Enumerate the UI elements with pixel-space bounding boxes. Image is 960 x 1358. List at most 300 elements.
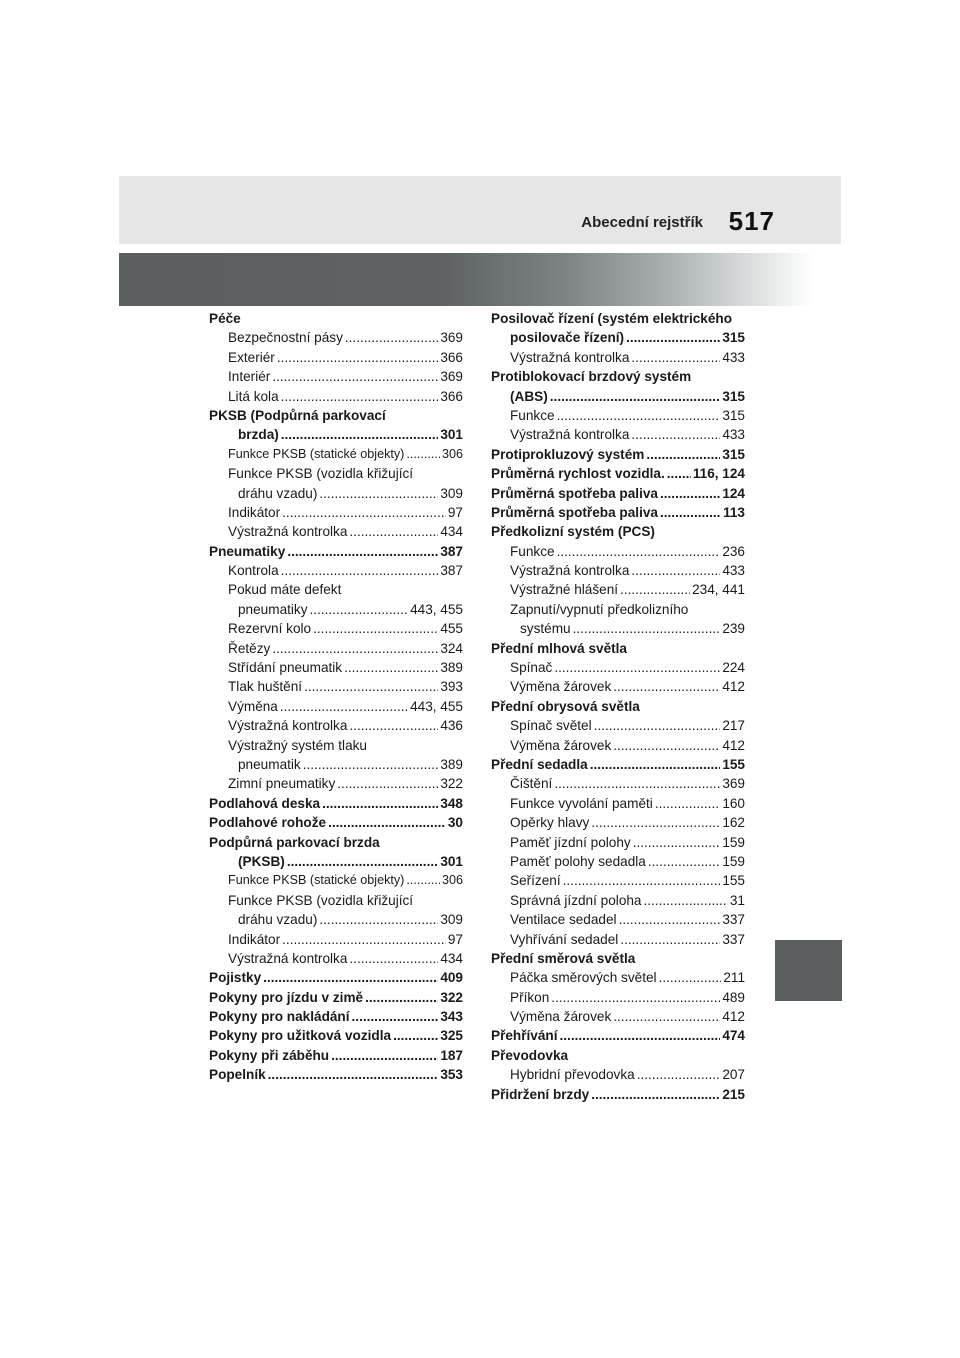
index-entry: [491, 1026, 745, 1045]
dot-leader: [659, 968, 722, 987]
page-reference: 489: [722, 989, 745, 1005]
index-entry: [491, 619, 745, 638]
index-term: Správná jízdní poloha: [510, 892, 642, 908]
index-entry: [209, 406, 463, 425]
index-term: Přední obrysová světla: [491, 698, 640, 714]
page-reference: 325: [440, 1028, 463, 1044]
index-entry: [209, 619, 463, 638]
dot-leader: [648, 852, 720, 871]
dot-leader: [280, 697, 408, 716]
page-reference: 239: [722, 621, 745, 637]
page-reference: 433: [722, 563, 745, 579]
index-term: Pokud máte defekt: [228, 582, 342, 598]
index-entry: [491, 522, 745, 541]
index-entry: [491, 716, 745, 735]
index-term: Podpůrná parkovací brzda: [209, 834, 380, 850]
index-term: Pokyny pro užitková vozidla: [209, 1028, 392, 1044]
page-reference: 97: [447, 504, 463, 520]
index-entry: [209, 1046, 463, 1065]
index-term: Funkce PKSB (statické objekty): [228, 873, 405, 888]
index-entry: [491, 910, 745, 929]
dot-leader: [633, 833, 721, 852]
index-term: Pokyny pro jízdu v zimě: [209, 989, 364, 1005]
page-reference: 322: [440, 989, 463, 1005]
index-term: Funkce PKSB (vozidla křižující: [228, 466, 414, 482]
page-reference: 315: [722, 407, 745, 423]
index-term: Vyhřívání sedadel: [510, 931, 619, 947]
index-entry: [491, 852, 745, 871]
dot-leader: [393, 1026, 438, 1045]
index-entry: [209, 1026, 463, 1045]
index-term: Podlahová deska: [209, 795, 321, 811]
page-reference: 301: [440, 853, 463, 869]
index-term: dráhu vzadu): [238, 485, 318, 501]
page-reference: 217: [722, 718, 745, 734]
index-entry: [491, 813, 745, 832]
page-reference: 97: [447, 931, 463, 947]
page-reference: 474: [722, 1028, 745, 1044]
page-reference: 366: [440, 388, 463, 404]
dot-leader: [550, 387, 721, 406]
index-entry: [491, 387, 745, 406]
index-term: pneumatik: [238, 756, 301, 772]
page-reference: 389: [440, 660, 463, 676]
index-term: Výměna žárovek: [510, 679, 612, 695]
index-entry: [491, 309, 745, 328]
page-reference: 162: [722, 815, 745, 831]
index-term: Výstražná kontrolka: [510, 563, 630, 579]
index-entry: [491, 949, 745, 968]
index-term: Výstražná kontrolka: [228, 524, 348, 540]
dot-leader: [573, 619, 721, 638]
index-term: Přední směrová světla: [491, 950, 636, 966]
index-entry: [491, 736, 745, 755]
index-entry: [209, 503, 463, 522]
index-term: Pojistky: [209, 970, 262, 986]
index-term: Pneumatiky: [209, 543, 286, 559]
index-entry: [491, 1085, 745, 1104]
index-term: Přidržení brzdy: [491, 1086, 590, 1102]
index-entry: [491, 348, 745, 367]
index-term: (ABS): [510, 388, 548, 404]
dot-leader: [303, 755, 439, 774]
dot-leader: [631, 348, 720, 367]
index-entry: [491, 445, 745, 464]
index-entry: [491, 833, 745, 852]
dot-leader: [660, 484, 720, 503]
page-reference: 387: [440, 563, 463, 579]
dot-leader: [365, 988, 438, 1007]
index-term: Paměť jízdní polohy: [510, 834, 631, 850]
index-entry: [209, 328, 463, 347]
page-reference: 234, 441: [692, 582, 745, 598]
page-number: 517: [728, 206, 775, 236]
index-term: Péče: [209, 311, 241, 326]
dot-leader: [272, 367, 438, 386]
index-entry: [209, 949, 463, 968]
index-term: Výměna: [228, 698, 278, 714]
index-term: Přední mlhová světla: [491, 640, 627, 656]
page-reference: 412: [722, 1009, 745, 1025]
dot-leader: [594, 716, 721, 735]
dot-leader: [619, 910, 721, 929]
index-entry: [491, 988, 745, 1007]
index-entry: [491, 425, 745, 444]
page-reference: 337: [722, 912, 745, 928]
page-reference: 211: [723, 970, 745, 986]
index-entry: [491, 1007, 745, 1026]
page-reference: 301: [440, 427, 463, 443]
index-entry: [209, 542, 463, 561]
index-entry: [209, 677, 463, 696]
page-reference: 389: [440, 756, 463, 772]
index-entry: [209, 774, 463, 793]
dot-leader: [620, 580, 690, 599]
page-reference: 412: [722, 679, 745, 695]
page-reference: 434: [440, 524, 463, 540]
dot-leader: [304, 677, 438, 696]
index-term: Seřízení: [510, 873, 561, 889]
index-entry: [209, 1007, 463, 1026]
index-term: Řetězy: [228, 640, 271, 656]
index-term: (PKSB): [238, 853, 285, 869]
page-reference: 369: [722, 776, 745, 792]
index-entry: [491, 1046, 745, 1065]
section-title: Abecední rejstřík: [581, 214, 703, 231]
dot-leader: [313, 619, 438, 638]
index-entry: [491, 600, 745, 619]
section-thumb-tab: [775, 940, 842, 1001]
dot-leader: [626, 328, 720, 347]
index-entry: [491, 677, 745, 696]
index-term: Výstražná kontrolka: [510, 349, 630, 365]
index-entry: [491, 891, 745, 910]
dot-leader: [310, 600, 409, 619]
index-entry: [209, 736, 463, 755]
dot-leader: [281, 561, 439, 580]
dot-leader: [631, 561, 720, 580]
dot-leader: [554, 658, 720, 677]
dot-leader: [557, 406, 721, 425]
dot-leader: [646, 445, 720, 464]
page-reference: 353: [440, 1067, 463, 1083]
index-term: posilovače řízení): [510, 330, 625, 346]
index-term: Předkolizní systém (PCS): [491, 524, 655, 540]
dot-leader: [331, 1046, 438, 1065]
dot-leader: [644, 891, 728, 910]
page-reference: 187: [440, 1047, 463, 1063]
dot-leader: [563, 871, 721, 890]
index-entry: [491, 871, 745, 890]
index-entry: [209, 988, 463, 1007]
index-term: Čištění: [510, 776, 553, 792]
index-entry: [209, 891, 463, 910]
index-term: Funkce PKSB (statické objekty): [228, 446, 405, 461]
index-term: Posilovač řízení (systém elektrického: [491, 311, 733, 326]
page-reference: 412: [722, 737, 745, 753]
index-term: Střídání pneumatik: [228, 660, 343, 676]
index-term: Výstražná kontrolka: [228, 718, 348, 734]
index-term: Litá kola: [228, 388, 279, 404]
dot-leader: [352, 1007, 439, 1026]
index-entry: [209, 813, 463, 832]
page-reference: 322: [440, 776, 463, 792]
index-entry: [209, 425, 463, 444]
page-reference: 306: [441, 873, 463, 888]
index-entry: [209, 387, 463, 406]
page-reference: 30: [447, 815, 463, 831]
index-entry: [491, 1065, 745, 1084]
index-entry: [491, 697, 745, 716]
index-entry: [491, 580, 745, 599]
index-term: Popelník: [209, 1067, 266, 1083]
page-reference: 434: [440, 950, 463, 966]
dot-leader: [349, 949, 438, 968]
decorative-gradient-band: [119, 253, 841, 306]
index-term: Protiprokluzový systém: [491, 446, 645, 462]
page-reference: 433: [722, 427, 745, 443]
index-entry: [209, 464, 463, 483]
index-term: Přehřívání: [491, 1028, 558, 1044]
dot-leader: [287, 852, 438, 871]
index-entry: [209, 930, 463, 949]
dot-leader: [282, 930, 446, 949]
index-term: Opěrky hlavy: [510, 815, 590, 831]
page-reference: 387: [440, 543, 463, 559]
index-entry: [209, 367, 463, 386]
index-term: Výměna žárovek: [510, 1009, 612, 1025]
page-reference: 116, 124: [692, 466, 745, 482]
index-term: Průměrná spotřeba paliva: [491, 485, 658, 501]
dot-leader: [620, 930, 720, 949]
index-column-right: [491, 309, 745, 1104]
dot-leader: [560, 1026, 721, 1045]
dot-leader: [319, 484, 438, 503]
index-entry: [491, 367, 745, 386]
page-reference: 207: [722, 1067, 745, 1083]
page-reference: 343: [440, 1009, 463, 1025]
index-term: Příkon: [510, 989, 550, 1005]
dot-leader: [406, 871, 440, 890]
page-reference: 409: [440, 970, 463, 986]
page-reference: 159: [722, 853, 745, 869]
page-reference: 155: [722, 873, 745, 889]
index-term: pneumatiky: [238, 601, 308, 617]
dot-leader: [660, 503, 721, 522]
dot-leader: [631, 425, 720, 444]
page-reference: 455: [440, 621, 463, 637]
index-entry: [209, 309, 463, 328]
dot-leader: [655, 794, 721, 813]
index-entry: [209, 639, 463, 658]
dot-leader: [349, 522, 438, 541]
index-entry: [209, 794, 463, 813]
page-reference: 315: [722, 388, 745, 404]
index-term: Rezervní kolo: [228, 621, 312, 637]
dot-leader: [667, 464, 691, 483]
index-entry: [209, 910, 463, 929]
index-term: Přední sedadla: [491, 756, 588, 772]
index-entry: [209, 852, 463, 871]
dot-leader: [344, 658, 438, 677]
dot-leader: [591, 1085, 720, 1104]
index-term: Pokyny při záběhu: [209, 1047, 330, 1063]
index-entry: [209, 522, 463, 541]
index-term: Indikátor: [228, 931, 281, 947]
index-entry: [491, 658, 745, 677]
page-reference: 224: [722, 660, 745, 676]
index-entry: [491, 968, 745, 987]
index-entry: [209, 348, 463, 367]
index-term: PKSB (Podpůrná parkovací: [209, 407, 386, 423]
index-entry: [209, 755, 463, 774]
index-term: Zimní pneumatiky: [228, 776, 336, 792]
index-term: Hybridní převodovka: [510, 1067, 635, 1083]
index-entry: [491, 930, 745, 949]
dot-leader: [268, 1065, 439, 1084]
index-term: Funkce PKSB (vozidla křižující: [228, 892, 414, 908]
page-reference: 443, 455: [410, 698, 463, 714]
dot-leader: [272, 639, 438, 658]
page-reference: 443, 455: [410, 601, 463, 617]
index-term: Zapnutí/vypnutí předkolizního: [510, 601, 689, 617]
index-term: dráhu vzadu): [238, 912, 318, 928]
page-reference: 348: [440, 795, 463, 811]
index-term: Funkce vyvolání paměti: [510, 795, 653, 811]
index-term: Pokyny pro nakládání: [209, 1009, 350, 1025]
page-reference: 309: [440, 912, 463, 928]
page-reference: 124: [722, 485, 745, 501]
dot-leader: [345, 328, 438, 347]
index-entry: [491, 794, 745, 813]
index-entry: [209, 1065, 463, 1084]
index-entry: [209, 716, 463, 735]
page-reference: 369: [440, 330, 463, 346]
index-term: Průměrná rychlost vozidla.: [491, 466, 665, 482]
page-reference: 236: [722, 543, 745, 559]
dot-leader: [277, 348, 438, 367]
index-term: Výměna žárovek: [510, 737, 612, 753]
dot-leader: [613, 736, 720, 755]
page-reference: 306: [441, 446, 463, 461]
dot-leader: [613, 677, 720, 696]
index-term: Ventilace sedadel: [510, 912, 617, 928]
index-entry: [209, 658, 463, 677]
page-reference: 433: [722, 349, 745, 365]
dot-leader: [281, 425, 439, 444]
index-term: Výstražná kontrolka: [510, 427, 630, 443]
index-term: Kontrola: [228, 563, 279, 579]
index-entry: [491, 503, 745, 522]
dot-leader: [557, 542, 721, 561]
page-reference: 31: [729, 892, 745, 908]
index-term: Funkce: [510, 543, 555, 559]
dot-leader: [613, 1007, 720, 1026]
index-entry: [209, 580, 463, 599]
dot-leader: [322, 794, 438, 813]
index-term: Interiér: [228, 369, 271, 385]
index-entry: [491, 484, 745, 503]
index-term: Exteriér: [228, 349, 275, 365]
dot-leader: [319, 910, 438, 929]
index-entry: [209, 968, 463, 987]
index-term: Indikátor: [228, 504, 281, 520]
dot-leader: [263, 968, 438, 987]
page-reference: 324: [440, 640, 463, 656]
page-reference: 315: [722, 446, 745, 462]
page-reference: 436: [440, 718, 463, 734]
index-entry: [209, 833, 463, 852]
index-entry: [209, 600, 463, 619]
page-reference: 215: [722, 1086, 745, 1102]
index-entry: [209, 445, 463, 464]
dot-leader: [554, 774, 720, 793]
dot-leader: [282, 503, 446, 522]
dot-leader: [590, 755, 721, 774]
page-reference: 309: [440, 485, 463, 501]
index-term: Tlak huštění: [228, 679, 303, 695]
index-term: Bezpečnostní pásy: [228, 330, 343, 346]
dot-leader: [406, 445, 440, 464]
page-header: [119, 176, 841, 244]
index-term: Spínač: [510, 660, 553, 676]
page-reference: 337: [722, 931, 745, 947]
index-term: Průměrná spotřeba paliva: [491, 504, 658, 520]
index-term: brzda): [238, 427, 279, 443]
index-entry: [491, 542, 745, 561]
page-reference: 393: [440, 679, 463, 695]
page-reference: 159: [722, 834, 745, 850]
dot-leader: [349, 716, 438, 735]
dot-leader: [281, 387, 439, 406]
index-term: Podlahové rohože: [209, 815, 327, 831]
index-term: Výstražné hlášení: [510, 582, 619, 598]
page-reference: 113: [723, 504, 745, 520]
index-term: Spínač světel: [510, 718, 592, 734]
index-column-left: [209, 309, 463, 1085]
index-term: Paměť polohy sedadla: [510, 853, 646, 869]
index-entry: [209, 561, 463, 580]
index-entry: [209, 697, 463, 716]
dot-leader: [287, 542, 438, 561]
index-entry: [491, 774, 745, 793]
index-term: Převodovka: [491, 1047, 569, 1063]
page-reference: 366: [440, 349, 463, 365]
index-entry: [491, 755, 745, 774]
index-entry: [491, 328, 745, 347]
dot-leader: [337, 774, 438, 793]
index-entry: [491, 639, 745, 658]
index-entry: [491, 406, 745, 425]
dot-leader: [637, 1065, 721, 1084]
dot-leader: [328, 813, 446, 832]
dot-leader: [551, 988, 720, 1007]
index-entry: [491, 561, 745, 580]
page-reference: 160: [722, 795, 745, 811]
page-reference: 369: [440, 369, 463, 385]
page-reference: 315: [722, 330, 745, 346]
page-reference: 155: [722, 756, 745, 772]
index-term: Výstražný systém tlaku: [228, 737, 367, 753]
index-term: systému: [520, 621, 571, 637]
index-entry: [209, 484, 463, 503]
index-term: Výstražná kontrolka: [228, 950, 348, 966]
index-entry: [491, 464, 745, 483]
index-entry: [209, 871, 463, 890]
dot-leader: [591, 813, 720, 832]
index-term: Páčka směrových světel: [510, 970, 657, 986]
index-term: Protiblokovací brzdový systém: [491, 369, 692, 385]
